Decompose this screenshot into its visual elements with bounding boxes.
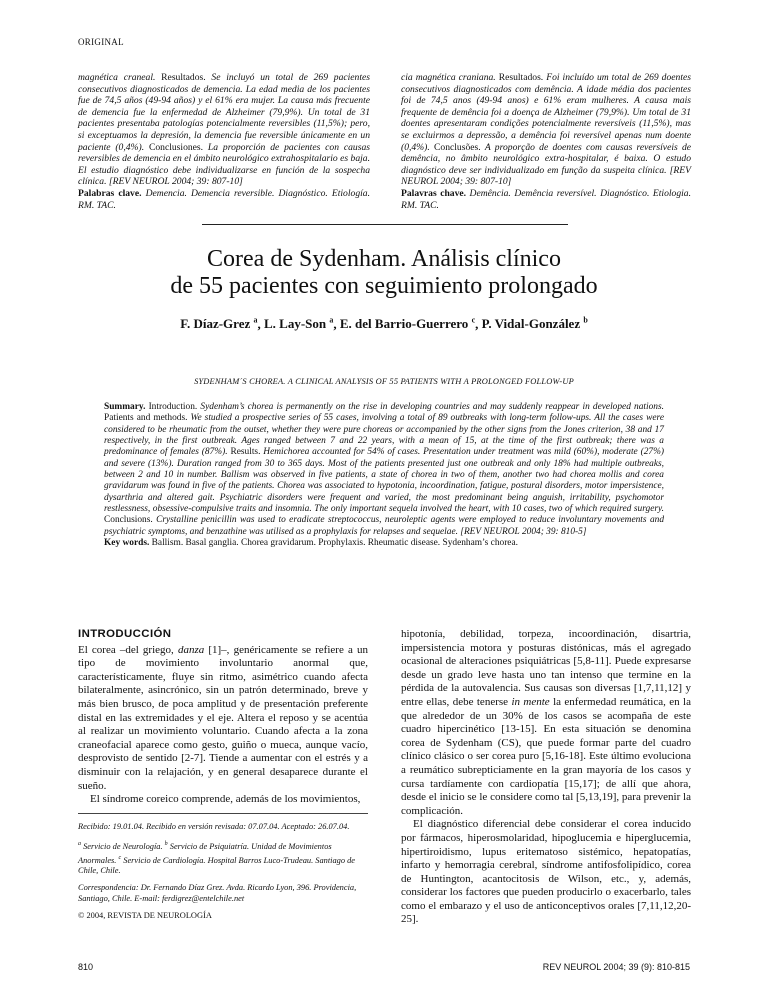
- author: E. del Barrio-Guerrero $^c$: [339, 316, 476, 332]
- footnotes: [78, 822, 368, 928]
- affiliations: $^a$ Servicio de Neurología. $^b$ Servicio de Psiquiatría. Unidad de Movimientos Anormales. $^c$ Servicio de Cardiología. Hospital Barros Luco-Trudeau. Santiago de Chile, Chile.: [78, 841, 356, 875]
- results-label: Resultados.: [161, 72, 206, 83]
- english-title: SYDENHAM´S CHOREA. A CLINICAL ANALYSIS OF 55 PATIENTS WITH A PROLONGED FOLLOW-UP: [194, 377, 574, 386]
- keywords-text: Demência. Demência reversível. Diagnóstico. Etiologia. RM. TAC.: [401, 187, 691, 211]
- author: F. Díaz-Grez $^a$: [180, 316, 258, 332]
- author: P. Vidal-González $^b$: [481, 316, 588, 332]
- paragraph: El diagnóstico diferencial debe considerar el corea inducido por fármacos, hiperosmolaridad, hipoglucemia e hiperglucemia, hipertiroidismo, lupus eritematoso sistémico, hepatopatías, infarto y hemorragia cerebral, síndrome antifosfolipídico, corea de Huntington, acantocitosis de Wilson, etc., y, además, considerar los factores que pueden producirlo o exacerbarlo, tales como el embarazo y el uso de anticonceptivos orales [7,11,12,20-25].: [401, 818, 691, 926]
- keywords-text: Ballism. Basal ganglia. Chorea gravidarum. Prophylaxis. Rheumatic disease. Sydenham’s chorea.: [151, 538, 518, 549]
- section-heading: INTRODUCCIÓN: [78, 628, 172, 640]
- copyright: © 2004, REVISTA DE NEUROLOGÍA: [78, 911, 212, 921]
- section-divider: [202, 224, 568, 225]
- abstract-text: cia magnética craniana.: [401, 72, 496, 83]
- abstract-text: magnética craneal.: [78, 72, 156, 83]
- conclusions-label: Conclusiones.: [148, 141, 204, 153]
- author-list: F. Díaz-Grez $^a$, L. Lay-Son $^a$, E. del Barrio-Guerrero $^c$, P. Vidal-González $^b$: [180, 316, 588, 332]
- results-text: Se incluyó un total de 269 pacientes consecutivos diagnosticados de demencia. La edad media de los pacientes fue de 74,5 años (49-94 años) y el 61% era mujer. La causa más frecuente de demencia fue la enfermedad de Alzheimer (79,9%). Un total de 31 pacientes presentaba patologías potencialmente reversibles (11,5%); pero, si exceptuamos la depresión, la demencia fue reversible únicamente en un paciente (0,4%).: [78, 72, 370, 153]
- introduction-right-column: [401, 628, 691, 927]
- journal-reference: REV NEUROL 2004; 39 (9): 810-815: [542, 962, 690, 972]
- conclusions-text: A proporção de doentes com causas reversíveis de demência, no âmbito neurológico extra-hospitalar, é baixa. O estudo diagnóstico deve ser individualizado em função da suspeita clínica. [REV NEUROL 2004; 39: 807-10]: [401, 141, 692, 188]
- conclusions-text: Crystalline penicillin was used to eradicate streptococcus, neuroleptic agents were employed to reduce involuntary movements and psychiatric symptoms, and benzathine was utilised as a prophylaxis for relapses and sequelae. [REV NEUROL 2004; 39: 810-5]: [104, 515, 665, 537]
- introduction-left-column: [78, 628, 368, 807]
- conclusions-label: Conclusions.: [104, 515, 153, 526]
- section-label: ORIGINAL: [78, 37, 124, 47]
- page-number: 810: [78, 962, 94, 972]
- intro-label: Introduction.: [148, 402, 198, 412]
- article-title: [78, 246, 690, 300]
- previous-abstract-portuguese: [401, 72, 691, 211]
- conclusions-text: La proporción de pacientes con causas reversibles de demencia en el ámbito neurológico extrahospitalario es baja. El estudio diagnóstico debe individualizarse en función de la sospecha clínica. [REV NEUROL 2004; 39: 807-10]: [78, 141, 370, 188]
- methods-text: We studied a prospective series of 55 cases, involving a total of 89 outbreaks with long-term follow-ups. All the cases were considered to be rheumatic from the outset, whether they were pure choreas or accompanied by the other signs from the Jones criterion, 38 and 17 respectively, in the first outbreak. Ages ranged between 7 and 22 years, with a mean of 15, at the time of the first outbreak; there was a predominance of females (87%).: [104, 413, 665, 458]
- keywords-label: Palavras chave.: [401, 187, 467, 199]
- paragraph: El corea –del griego, danza [1]–, genéricamente se refiere a un tipo de movimiento involuntario anormal que, característicamente, fluye sin ritmo, asimétrico cuando afecta bilateralmente, asincrónico, sin un patrón determinado, breve y más bien brusco, de poca amplitud y de presentación preferente distal en las extremidades y el eje. Altera el reposo y se acentúa al realizar un movimiento voluntario. Cuando afecta a la zona craneofacial aparece como gesto, guiño o mueca, aunque vacío, desprovisto de sentido [2-7]. Tiende a aumentar con el estrés y a disminuir con la relajación, y en general desaparece durante el sueño.: [78, 643, 368, 792]
- article-title-line: Corea de Sydenham. Análisis clínico: [207, 246, 561, 272]
- keywords-label: Palabras clave.: [78, 187, 142, 199]
- keywords-text: Demencia. Demencia reversible. Diagnóstico. Etiología. RM. TAC.: [78, 187, 370, 211]
- article-title-line: de 55 pacientes con seguimiento prolongado: [170, 273, 598, 299]
- paragraph: El síndrome coreico comprende, además de los movimientos,: [90, 793, 361, 806]
- received-dates: Recibido: 19.01.04. Recibido en versión revisada: 07.07.04. Aceptado: 26.07.04.: [78, 822, 350, 831]
- paragraph: hipotonía, debilidad, torpeza, incoordinación, disartria, impersistencia motora y posturas distónicas, más el agregado ocasional de alteraciones psiquiátricas [5,8-11]. Puede expresarse desde un grado leve hasta uno tan intenso que termine en la pérdida de la autovalencia. Sus causas son diversas [1,7,11,12] y entre ellas, debe tenerse in mente la enfermedad reumática, en la que alrededor de un 30% de los casos se acompaña de este cuadro hipercinético [13-15]. En esta situación se denomina corea de Sydenham (CS), que puede formar parte del cuadro clínico clásico o ser corea puro [5,16-18]. Este último evoluciona a reumático subrepticiamente en la gran mayoría de los casos y cursa tardíamente con cardiopatía [15,17]; de allí que ahora, desde el inicio se le considere como tal [5,13,19], para prevenir la complicación.: [401, 628, 691, 817]
- results-label: Resultados.: [498, 72, 544, 83]
- results-text: Foi incluído um total de 269 doentes consecutivos diagnosticados com demência. A idade média dos pacientes foi de 74,5 anos (49-94 anos) e 61% eram mulheres. A causa mais frequente de demência foi a doença de Alzheimer (79,9%). Um total de 31 doentes apresentaram condições potencialmente reversíveis (11,5%), mas se excluirmos a depressão, a demência foi reversível apenas num doente (0,4%).: [401, 72, 691, 153]
- footnote-divider: [78, 813, 368, 814]
- results-label: Results.: [230, 447, 261, 458]
- keywords-label: Key words.: [104, 538, 150, 549]
- methods-label: Patients and methods.: [104, 413, 188, 424]
- results-text: Hemichorea accounted for 54% of cases. Presentation under treatment was mild (60%), moderate (27%) and severe (13%). Duration ranged from 30 to 365 days. Most of the patients presented just one outbreak and only 18% had multiple outbreaks, between 2 and 10 in number. Ballism was observed in five patients, a state of chorea in two of them, another two had chorea mollis and corea gravidarum was found in five of the patients. Chorea was associated to hypotonia, incoordination, fatigue, postural disorders, motor impersistence, dysarthria and altered gait. Psychiatric disorders were frequent and varied, the most predominant being anguish, irritability, psychomotor restlessness, obsessive-compulsive traits and insomnia. The only important sequela involved the heart, with 10 cases, two of which required surgery.: [104, 447, 665, 515]
- conclusions-label: Conclusões.: [434, 141, 481, 153]
- correspondence: Correspondencia: Dr. Fernando Díaz Grez. Avda. Ricardo Lyon, 396. Providencia, Santiago, Chile. E-mail: ferdigrez@entelchile.net: [78, 883, 357, 903]
- previous-abstract-spanish: [78, 72, 370, 211]
- author: L. Lay-Son $^a$: [264, 316, 334, 332]
- intro-text: Sydenham’s chorea is permanently on the rise in developing countries and may suddenly reappear in developed nations.: [200, 402, 664, 412]
- summary-label: Summary.: [104, 402, 146, 412]
- english-summary: [104, 402, 664, 549]
